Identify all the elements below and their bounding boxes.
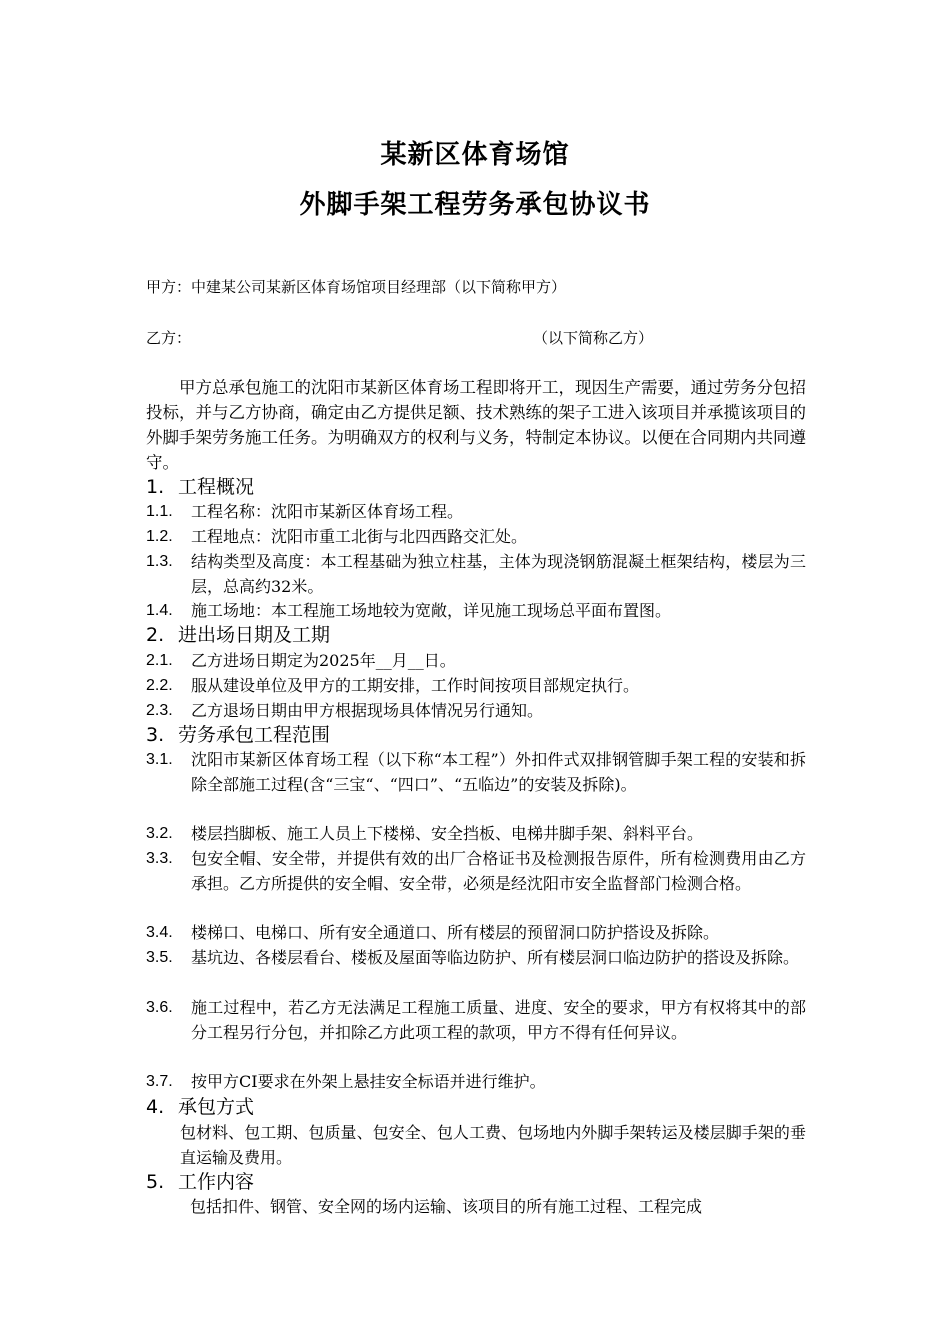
clause-number: 2.2. <box>146 677 173 694</box>
clause-number: 3.2. <box>146 825 173 842</box>
clause-number: 3.1. <box>146 751 173 768</box>
clause-3-7 <box>146 1069 806 1094</box>
clause-2-3 <box>146 698 806 723</box>
clause-1-3 <box>146 549 806 599</box>
section-heading-3 <box>146 724 330 746</box>
clause-text: 乙方进场日期定为2025年__月__日。 <box>191 651 456 670</box>
clause-text: 按甲方CI要求在外架上悬挂安全标语并进行维护。 <box>191 1072 546 1091</box>
clause-number: 3.5. <box>146 949 173 966</box>
section-5-body: 包括扣件、钢管、安全网的场内运输、该项目的所有施工过程、工程完成 <box>190 1197 703 1216</box>
clause-text: 楼层挡脚板、施工人员上下楼梯、安全挡板、电梯井脚手架、斜料平台。 <box>191 824 704 843</box>
clause-1-2 <box>146 524 806 549</box>
clause-3-5 <box>146 945 806 970</box>
party-a-line: 甲方：中建某公司某新区体育场馆项目经理部（以下简称甲方） <box>146 278 567 296</box>
section-heading-4 <box>146 1096 254 1118</box>
clause-number: 1.4. <box>146 602 173 619</box>
clause-text: 服从建设单位及甲方的工期安排，工作时间按项目部规定执行。 <box>191 676 640 695</box>
clause-number: 3.7. <box>146 1073 173 1090</box>
section-title: 进出场日期及工期 <box>178 624 331 646</box>
clause-3-1 <box>146 747 806 797</box>
clause-3-4 <box>146 920 806 945</box>
clause-2-2 <box>146 673 806 698</box>
clause-text: 楼梯口、电梯口、所有安全通道口、所有楼层的预留洞口防护搭设及拆除。 <box>191 923 720 942</box>
clause-number: 3.6. <box>146 999 173 1016</box>
section-4-body: 包材料、包工期、包质量、包安全、包人工费、包场地内外脚手架转运及楼层脚手架的垂直运输及费用。 <box>180 1123 806 1167</box>
clause-text: 工程地点：沈阳市重工北街与北四西路交汇处。 <box>191 527 528 546</box>
clause-text: 施工场地：本工程施工场地较为宽敞，详见施工现场总平面布置图。 <box>191 601 672 620</box>
clause-number: 1.2. <box>146 528 173 545</box>
section-heading-1 <box>146 476 254 498</box>
clause-text: 施工过程中，若乙方无法满足工程施工质量、进度、安全的要求，甲方有权将其中的部分工程另行分包，并扣除乙方此项工程的款项，甲方不得有任何异议。 <box>191 998 806 1042</box>
section-heading-2 <box>146 624 330 646</box>
clause-text: 乙方退场日期由甲方根据现场具体情况另行通知。 <box>191 701 544 720</box>
intro-paragraph: 甲方总承包施工的沈阳市某新区体育场工程即将开工，现因生产需要，通过劳务分包招投标，并与乙方协商，确定由乙方提供足额、技术熟练的架子工进入该项目并承揽该项目的外脚手架劳务施工任务。为明确双方的权利与义务，特制定本协议。以便在合同期内共同遵守。 <box>146 378 806 472</box>
section-number: 4. <box>146 1096 165 1118</box>
clause-2-1 <box>146 648 806 673</box>
clause-3-3 <box>146 846 806 896</box>
section-title: 承包方式 <box>178 1096 255 1118</box>
clause-text: 结构类型及高度：本工程基础为独立柱基，主体为现浇钢筋混凝土框架结构，楼层为三层，总高约32米。 <box>191 552 806 596</box>
party-b-suffix: （以下简称乙方） <box>533 329 654 347</box>
section-number: 3. <box>146 724 165 746</box>
clause-number: 1.1. <box>146 503 173 520</box>
section-title: 工作内容 <box>178 1171 255 1193</box>
clause-number: 1.3. <box>146 553 173 570</box>
clause-1-4 <box>146 598 806 623</box>
party-b-label: 乙方： <box>146 329 192 347</box>
section-number: 5. <box>146 1171 165 1193</box>
section-title: 劳务承包工程范围 <box>178 724 331 746</box>
section-heading-5 <box>146 1171 254 1193</box>
clause-number: 2.1. <box>146 652 173 669</box>
clause-text: 工程名称：沈阳市某新区体育场工程。 <box>191 502 464 521</box>
clause-number: 2.3. <box>146 702 173 719</box>
clause-number: 3.3. <box>146 850 173 867</box>
document-title-line2: 外脚手架工程劳务承包协议书 <box>299 190 651 220</box>
clause-3-2 <box>146 821 806 846</box>
clause-text: 基坑边、各楼层看台、楼板及屋面等临边防护、所有楼层洞口临边防护的搭设及拆除。 <box>191 948 800 967</box>
clause-number: 3.4. <box>146 924 173 941</box>
section-title: 工程概况 <box>178 476 255 498</box>
clause-text: 包安全帽、安全带，并提供有效的出厂合格证书及检测报告原件，所有检测费用由乙方承担。乙方所提供的安全帽、安全带，必须是经沈阳市安全监督部门检测合格。 <box>191 849 806 893</box>
section-number: 2. <box>146 624 165 646</box>
clause-text: 沈阳市某新区体育场工程（以下称“本工程”）外扣件式双排钢管脚手架工程的安装和拆除全部施工过程(含“三宝“、“四口”、“五临边”的安装及拆除)。 <box>191 750 806 794</box>
clause-3-6 <box>146 995 806 1045</box>
clause-1-1 <box>146 499 806 524</box>
document-title-line1: 某新区体育场馆 <box>380 140 570 170</box>
section-number: 1. <box>146 476 165 498</box>
